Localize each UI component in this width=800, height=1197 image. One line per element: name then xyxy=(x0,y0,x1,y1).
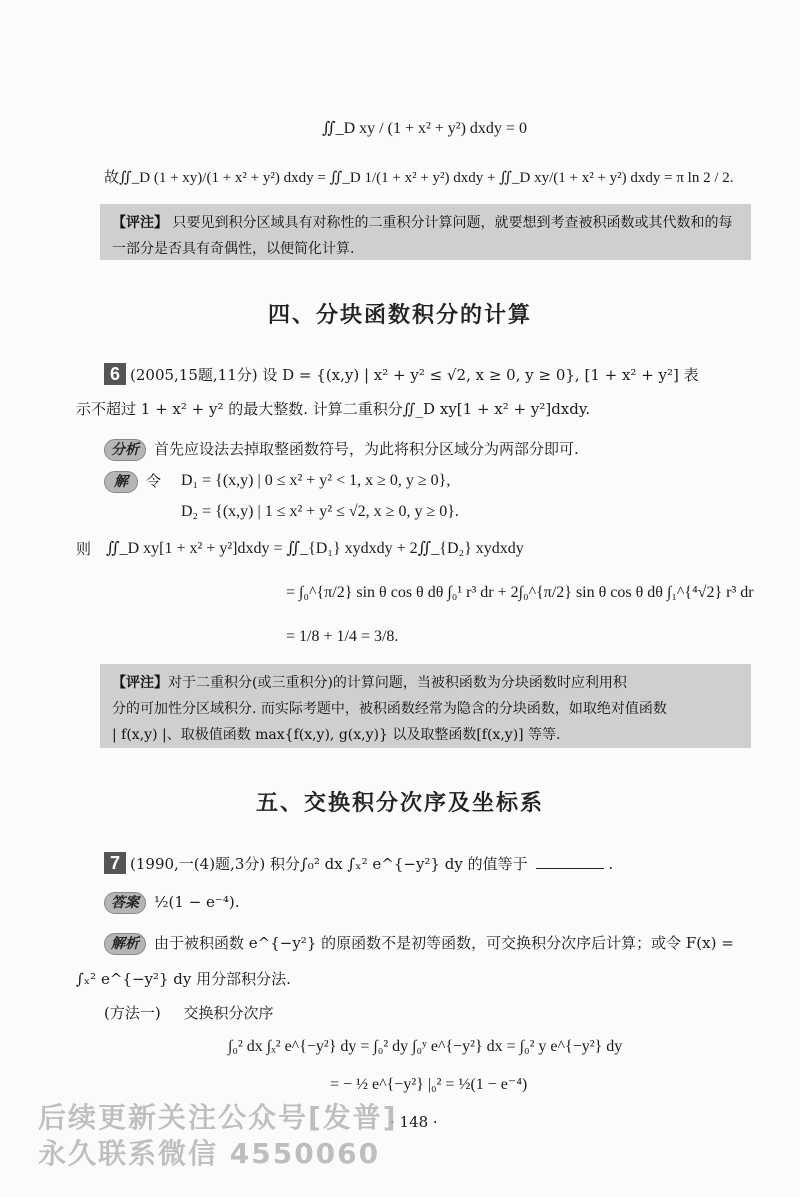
answer-seal: 答案 xyxy=(104,892,146,914)
answer-text: ½(1 − e⁻⁴). xyxy=(154,893,240,911)
analysis-line xyxy=(104,438,579,461)
comment-text: 只要见到积分区域具有对称性的二重积分计算问题，就要想到考查被积函数或其代数和的每一部分是否具有奇偶性，以便简化计算. xyxy=(112,215,733,257)
method1-label: (方法一) xyxy=(104,1004,161,1022)
section-heading-4: 四、分块函数积分的计算 xyxy=(267,302,532,328)
problem-7-line xyxy=(104,852,613,874)
blank-period: . xyxy=(608,855,614,873)
method1-step2: = − ½ e^{−y²} |₀² = ½(1 − e⁻⁴) xyxy=(330,1076,528,1093)
explain-text1: 由于被积函数 e^{−y²} 的原函数不是初等函数，可交换积分次序后计算；或令 F(x) = xyxy=(154,934,734,952)
watermark-line1: 后续更新关注公众号[发普] xyxy=(38,1101,398,1134)
then-label: 则 xyxy=(76,540,92,558)
calc-step-1: ∬_D xy[1 + x² + y²]dxdy = ∬_{D₁} xydxdy + 2∬_{D₂} xydxdy xyxy=(106,540,524,557)
region-d1: D₁ = {(x,y) | 0 ≤ x² + y² < 1, x ≥ 0, y ≥ 0}, xyxy=(181,472,451,489)
comment-tag: 【评注】 xyxy=(112,215,168,231)
calc-step-2: = ∫₀^{π/2} sin θ cos θ dθ ∫₀¹ r³ dr + 2∫₀^{π/2} sin θ cos θ dθ ∫₁^{⁴√2} r³ dr xyxy=(286,584,754,601)
explain-line1 xyxy=(104,932,734,955)
solution-line xyxy=(104,470,161,493)
solution-seal: 解 xyxy=(104,471,138,493)
problem-6-stem: (2005,15题,11分) 设 D = {(x,y) | x² + y² ≤ √2, x ≥ 0, y ≥ 0}, [1 + x² + y²] 表 xyxy=(130,366,699,384)
comment-tag: 【评注】 xyxy=(112,675,168,691)
method1-step1: ∫₀² dx ∫ₓ² e^{−y²} dy = ∫₀² dy ∫₀ʸ e^{−y²} dx = ∫₀² y e^{−y²} dy xyxy=(228,1038,623,1055)
equation-odd-part-zero: ∬_D xy / (1 + x² + y²) dxdy = 0 xyxy=(322,120,527,137)
calc-step-3: = 1/8 + 1/4 = 3/8. xyxy=(286,628,399,645)
problem-6-line2: 示不超过 1 + x² + y² 的最大整数. 计算二重积分∬_D xy[1 + x² + y²]dxdy. xyxy=(76,400,591,418)
equation-final-result: 故∬_D (1 + xy)/(1 + x² + y²) dxdy = ∬_D 1/(1 + x² + y²) dxdy + ∬_D xy/(1 + x² + y²) dxdy = π ln 2 / 2. xyxy=(104,170,734,186)
solution-let: 令 xyxy=(146,472,162,490)
comment2-line3: | f(x,y) |、取极值函数 max{f(x,y), g(x,y)} 以及取整函数[f(x,y)] 等等. xyxy=(112,727,561,743)
comment2-text1: 对于二重积分(或三重积分)的计算问题，当被积函数为分块函数时应利用积 xyxy=(168,675,627,691)
analysis-text: 首先应设法去掉取整函数符号，为此将积分区域分为两部分即可. xyxy=(154,440,579,458)
page-number: · 148 · xyxy=(390,1113,438,1131)
problem-7-stem: (1990,一(4)题,3分) 积分∫₀² dx ∫ₓ² e^{−y²} dy 的值等于 xyxy=(130,855,528,873)
answer-blank xyxy=(536,855,604,869)
watermark-line2: 永久联系微信 4550060 xyxy=(38,1137,381,1170)
method1-title: 交换积分次序 xyxy=(183,1004,274,1022)
section-heading-5: 五、交换积分次序及坐标系 xyxy=(255,790,544,816)
comment2-line1 xyxy=(112,670,739,696)
comment-box-symmetry xyxy=(100,204,751,260)
comment2-line2: 分的可加性分区域积分. 而实际考题中，被积函数经常为隐含的分块函数，如取绝对值函数 xyxy=(112,701,667,717)
region-d2: D₂ = {(x,y) | 1 ≤ x² + y² ≤ √2, x ≥ 0, y ≥ 0}. xyxy=(181,503,459,520)
problem-number-badge: 6 xyxy=(104,363,126,385)
explain-seal: 解析 xyxy=(104,933,146,955)
comment-box-piecewise xyxy=(100,664,751,748)
problem-number-badge: 7 xyxy=(104,852,126,874)
answer-line xyxy=(104,892,239,914)
analysis-seal: 分析 xyxy=(104,439,146,461)
explain-line2: ∫ₓ² e^{−y²} dy 用分部积分法. xyxy=(76,970,291,988)
method1-line xyxy=(104,1002,274,1023)
problem-6-line1 xyxy=(104,363,699,385)
